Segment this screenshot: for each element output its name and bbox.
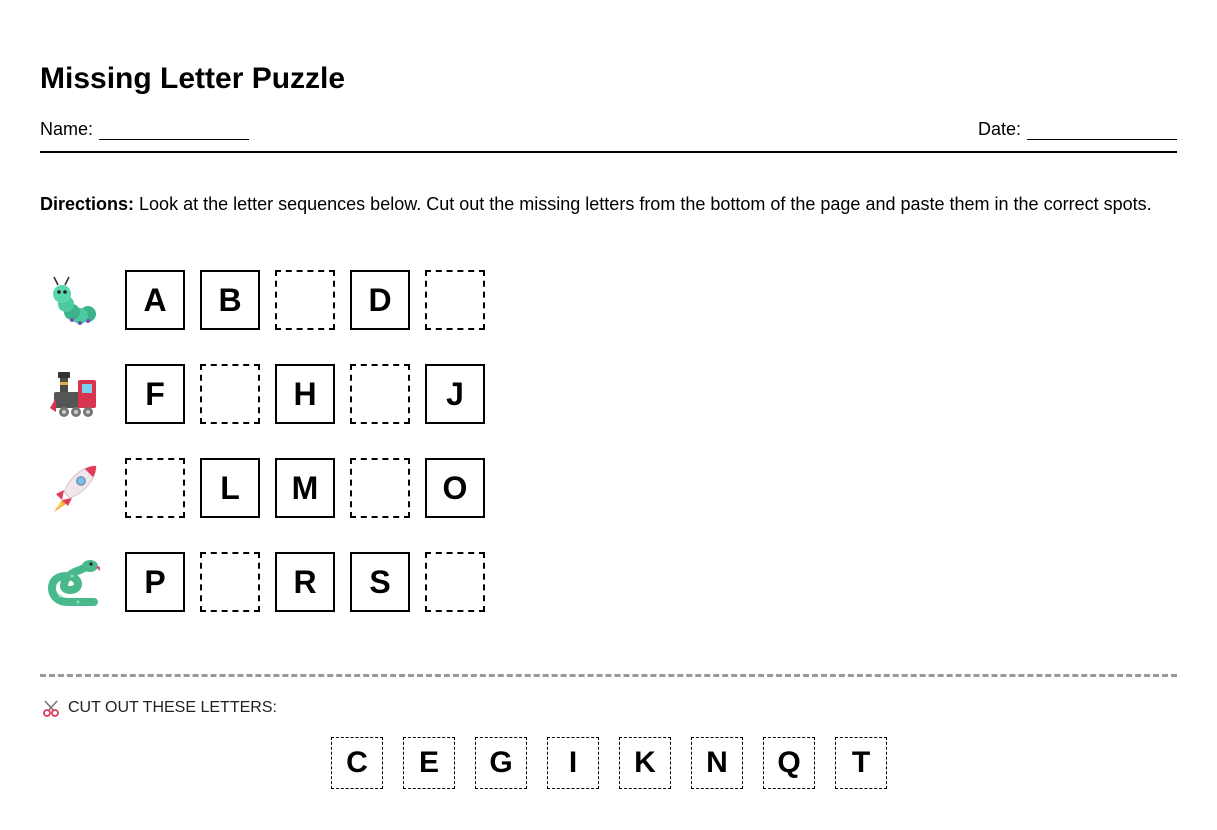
cutout-letter-tile[interactable]: N xyxy=(691,737,743,789)
snake-icon xyxy=(48,556,100,608)
letter-box: R xyxy=(275,552,335,612)
empty-letter-slot[interactable] xyxy=(350,364,410,424)
cutout-letter-tile[interactable]: Q xyxy=(763,737,815,789)
header-divider xyxy=(40,151,1177,153)
cut-section-label: CUT OUT THESE LETTERS: xyxy=(68,699,277,716)
puzzle-row xyxy=(48,362,500,426)
empty-letter-slot[interactable] xyxy=(125,458,185,518)
directions-text: Look at the letter sequences below. Cut out the missing letters from the bottom of the page and paste them in the correct spots. xyxy=(134,194,1152,214)
letter-box: A xyxy=(125,270,185,330)
cutout-letters xyxy=(331,737,907,789)
empty-letter-slot[interactable] xyxy=(350,458,410,518)
train-icon xyxy=(48,368,100,420)
name-label: Name: xyxy=(40,119,94,139)
cut-line xyxy=(40,674,1177,677)
empty-letter-slot[interactable] xyxy=(275,270,335,330)
letter-box: D xyxy=(350,270,410,330)
date-field xyxy=(978,119,1177,140)
empty-letter-slot[interactable] xyxy=(200,552,260,612)
empty-letter-slot[interactable] xyxy=(425,552,485,612)
date-label: Date: xyxy=(977,119,1021,139)
page-title: Missing Letter Puzzle xyxy=(40,62,346,95)
rocket-icon xyxy=(48,462,100,514)
letter-box: L xyxy=(200,458,260,518)
header-fields xyxy=(40,119,1177,143)
date-blank-line xyxy=(1027,123,1177,140)
letter-box: F xyxy=(125,364,185,424)
letter-box: J xyxy=(425,364,485,424)
cutout-letter-tile[interactable]: G xyxy=(475,737,527,789)
letter-box: H xyxy=(275,364,335,424)
caterpillar-icon xyxy=(48,274,100,326)
directions-heading: Directions: xyxy=(40,194,135,214)
name-field xyxy=(40,119,249,140)
letter-box: M xyxy=(275,458,335,518)
empty-letter-slot[interactable] xyxy=(200,364,260,424)
puzzle-row xyxy=(48,550,500,614)
empty-letter-slot[interactable] xyxy=(425,270,485,330)
puzzle-row xyxy=(48,268,500,332)
cutout-letter-tile[interactable]: C xyxy=(331,737,383,789)
letter-box: B xyxy=(200,270,260,330)
cutout-letter-tile[interactable]: K xyxy=(619,737,671,789)
cutout-letter-tile[interactable]: E xyxy=(403,737,455,789)
directions xyxy=(40,193,1177,215)
name-blank-line xyxy=(99,123,249,140)
cutout-letter-tile[interactable]: I xyxy=(547,737,599,789)
letter-box: O xyxy=(425,458,485,518)
letter-box: S xyxy=(350,552,410,612)
cutout-letter-tile[interactable]: T xyxy=(835,737,887,789)
cut-section-header xyxy=(42,699,277,717)
letter-box: P xyxy=(125,552,185,612)
scissors-icon xyxy=(42,699,60,717)
puzzle-row xyxy=(48,456,500,520)
